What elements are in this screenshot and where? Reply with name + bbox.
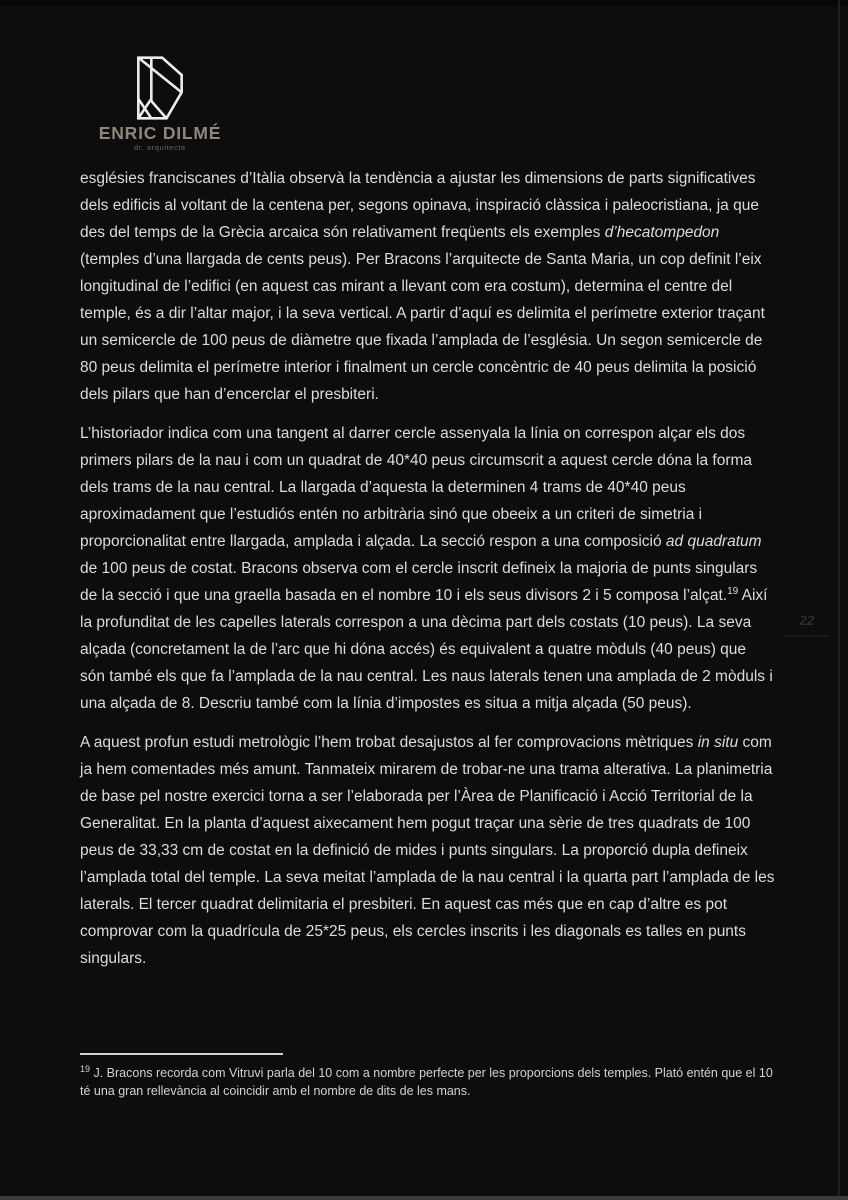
body-paragraph-1: esglésies franciscanes d’Itàlia observà la tendència a ajustar les dimensions de parts significatives dels edificis al voltant de la centena per, segons opinava, inspiració clàssica i paleocristiana, ja que des del temps de la Grècia arcaica són relativament freqüents els exemples d’hecatompedon (temples d’una llargada de cents peus). Per Bracons l’arquitecte de Santa Maria, un cop definit l’eix longitudinal de l’edifici (en aquest cas mirant a llevant com era costum), determina el centre del temple, és a dir l’altar major, i la seva vertical. A partir d’aquí es delimita el perímetre exterior traçant un semicercle de 100 peus de diàmetre que fixada l’amplada de l’església. Un segon semicercle de 80 peus delimita el perímetre interior i finalment un cercle concèntric de 40 peus delimita la posició dels pilars que han d’encerclar el presbiteri. [80, 170, 765, 403]
footnote-text: $^{19}$ J. Bracons recorda com Vitruvi parla del 10 com a nombre perfecte per les proporcions dels temples. Plató entén que el 10 té una gran rellevància al coincidir amb el nombre de dits de les mans. [80, 1063, 773, 1098]
body-paragraph-3: A aquest profun estudi metrològic l’hem trobat desajustos al fer comprovacions mètriques in situ com ja hem comentades més amunt. Tanmateix mirarem de trobar-ne una trama alterativa. La planimetria de base pel nostre exercici torna a ser l’elaborada per l’Àrea de Planificació i Acció Territorial de la Generalitat. En la planta d’aquest aixecament hem pogut traçar una sèrie de tres quadrats de 100 peus de 33,33 cm de costat en la definició de mides i punts singulars. La proporció dupla defineix l’amplada total del temple. La seva meitat l’amplada de la nau central i la quarta part l’amplada de les laterals. El tercer quadrat delimitaria el presbiteri. En aquest cas més que en cap d’altre es pot comprovar com la quadrícula de 25*25 peus, els cercles inscrits i les diagonals es talles en punts singulars. [80, 734, 775, 967]
page-right-border [838, 0, 840, 1200]
logo-name: ENRIC DILMÉ [98, 123, 222, 143]
page-top-edge [0, 0, 848, 6]
logo-tagline: dr. arquitecte [134, 143, 186, 152]
page-content [80, 55, 775, 984]
footnote-divider [80, 1053, 283, 1055]
footnote-area [80, 1053, 775, 1100]
page-number: 22 [799, 613, 815, 628]
logo-block [92, 55, 228, 153]
page-number-block [784, 610, 830, 637]
page-bottom-edge [0, 1196, 848, 1200]
page-number-underline [784, 635, 830, 637]
enric-dilme-monogram-icon [134, 55, 186, 121]
body-paragraph-2: L’historiador indica com una tangent al darrer cercle assenyala la línia on correspon alçar els dos primers pilars de la nau i com un quadrat de 40*40 peus circumscrit a aquest cercle dóna la forma dels trams de la nau central. La llargada d’aquesta la determinen 4 trams de 40*40 peus aproximadament que l’estudiós entén no arbitrària sinó que obeeix a un criteri de simetria i proporcionalitat entre llargada, amplada i alçada. La secció respon a una composició ad quadratum de 100 peus de costat. Bracons observa com el cercle inscrit defineix la majoria de punts singulars de la secció i que una graella basada en el nombre 10 i els seus divisors 2 i 5 composa l’alçat.$^{19}$ Així la profunditat de les capelles laterals correspon a una dècima part dels costats (10 peus). La seva alçada (concretament la de l’arc que hi dóna accés) és equivalent a quatre mòduls (40 peus) que són també els que fa l’amplada de la nau central. Les naus laterals tenen una amplada de 2 mòduls i una alçada de 8. Descriu també com la línia d’impostes es situa a mitja alçada (50 peus). [80, 425, 773, 712]
